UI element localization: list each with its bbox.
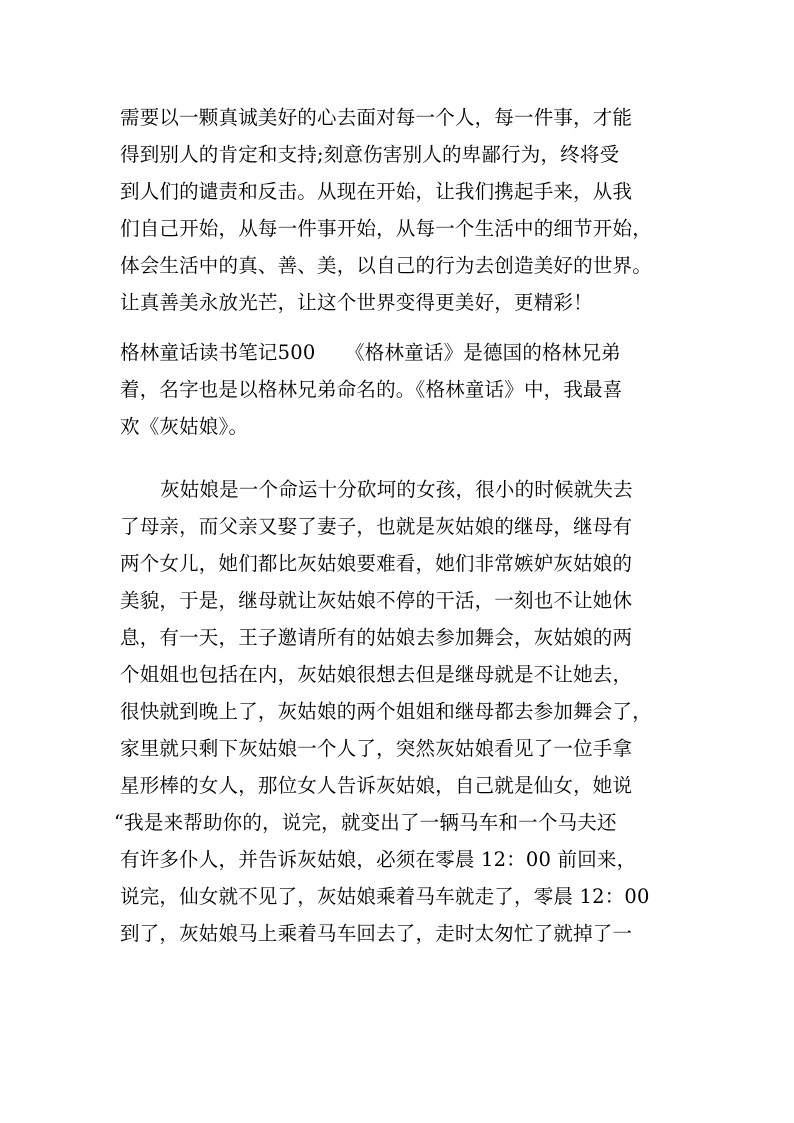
paragraph-line: 个姐姐也包括在内，灰姑娘很想去但是继母就是不让她去， (120, 663, 633, 686)
paragraph-line: 很快就到晚上了，灰姑娘的两个姐姐和继母都去参加舞会了， (120, 700, 652, 723)
paragraph-line: 两个女儿，她们都比灰姑娘要难看，她们非常嫉妒灰姑娘的 (120, 552, 633, 575)
paragraph-line: 美貌，于是，继母就让灰姑娘不停的干活，一刻也不让她休 (120, 589, 633, 612)
paragraph-line: 说完，仙女就不见了，灰姑娘乘着马车就走了，零晨 12：00 (120, 885, 650, 908)
paragraph-line: 到了，灰姑娘马上乘着马车回去了，走时太匆忙了就掉了一 (120, 922, 633, 945)
paragraph-first-line: 灰姑娘是一个命运十分砍坷的女孩，很小的时候就失去 (160, 478, 633, 501)
paragraph-line: 欢《灰姑娘》。 (120, 415, 249, 438)
paragraph-line: 体会生活中的真、善、美，以自己的行为去创造美好的世界。 (120, 254, 652, 277)
paragraph-line: 需要以一颗真诚美好的心去面对每一个人，每一件事，才能 (120, 106, 633, 129)
paragraph-line: 得到别人的肯定和支持;刻意伤害别人的卑鄙行为，终将受 (120, 143, 620, 166)
paragraph-line: 有许多仆人，并告诉灰姑娘，必须在零晨 12：00 前回来， (120, 848, 637, 871)
paragraph-line: 家里就只剩下灰姑娘一个人了，突然灰姑娘看见了一位手拿 (120, 737, 633, 760)
paragraph-line: 了母亲，而父亲又娶了妻子，也就是灰姑娘的继母，继母有 (120, 515, 633, 538)
paragraph-line: “我是来帮助你的，说完，就变出了一辆马车和一个马夫还 (114, 811, 617, 834)
paragraph-line: 到人们的谴责和反击。从现在开始，让我们携起手来，从我 (120, 180, 633, 203)
section-heading-line: 格林童话读书笔记500 《格林童话》是德国的格林兄弟 (120, 341, 621, 364)
paragraph-line: 让真善美永放光芒，让这个世界变得更美好，更精彩！ (120, 291, 593, 314)
paragraph-line: 息，有一天，王子邀请所有的姑娘去参加舞会，灰姑娘的两 (120, 626, 633, 649)
paragraph-line: 着，名字也是以格林兄弟命名的。《格林童话》中，我最喜 (120, 378, 623, 401)
paragraph-line: 们自己开始，从每一件事开始，从每一个生活中的细节开始， (120, 217, 652, 240)
paragraph-line: 星形棒的女人，那位女人告诉灰姑娘，自己就是仙女，她说 (120, 774, 633, 797)
